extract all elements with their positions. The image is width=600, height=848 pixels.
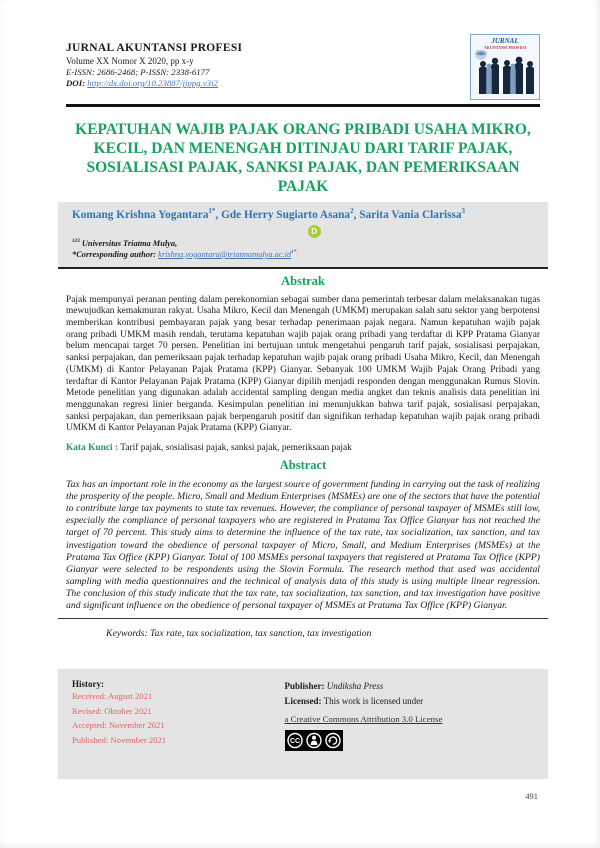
history-revised: Revised: Oktober 2021 xyxy=(72,705,152,716)
publisher-column xyxy=(285,679,534,765)
orcid-row xyxy=(72,221,534,237)
volume-line: Volume XX Nomor X 2020, pp x-y xyxy=(66,56,194,66)
authors-block xyxy=(58,202,548,267)
page-header xyxy=(66,34,540,100)
author-1: Komang Krishna Yogantara$^{1*}$, xyxy=(72,207,222,221)
author-2: Gde Herry Sugiarto Asana$^2$, xyxy=(221,207,360,221)
cc-by-sa-badge-icon[interactable] xyxy=(285,730,534,756)
license-link[interactable]: a Creative Commons Attribution 3.0 License xyxy=(284,714,443,725)
licensed-label: Licensed: xyxy=(284,696,322,707)
publisher-line xyxy=(285,679,534,694)
abstract-divider xyxy=(58,618,548,619)
corresponding-email-link[interactable]: krishna.yogantara@triatmamulya.ac.id xyxy=(158,250,292,259)
licensed-line xyxy=(285,694,534,709)
orcid-icon[interactable]: D xyxy=(308,225,321,238)
header-divider xyxy=(66,104,540,107)
history-column xyxy=(72,679,285,765)
kata-kunci-text: Tarif pajak, sosialisasi pajak, sanksi pajak, pemeriksaan pajak xyxy=(120,443,352,454)
publisher-name: Undiksha Press xyxy=(326,681,384,692)
corresponding-superscript: 1* xyxy=(291,249,297,256)
journal-logo-title: JURNAL xyxy=(491,37,519,45)
people-silhouettes-icon xyxy=(473,50,537,96)
corresponding-label: *Corresponding author: xyxy=(72,250,157,259)
affiliation-superscript: 123 xyxy=(72,238,80,245)
article-meta-box xyxy=(58,669,548,779)
doi-label: DOI: xyxy=(66,78,86,88)
journal-info xyxy=(66,34,242,88)
kata-kunci-label: Kata Kunci : xyxy=(66,443,119,454)
journal-name: JURNAL AKUNTANSI PROFESI xyxy=(66,42,243,54)
journal-logo-subtitle: AKUNTANSI PROFESI xyxy=(483,45,527,50)
abstract-heading: Abstract xyxy=(279,458,327,473)
page-number: 491 xyxy=(525,791,538,801)
article-title: KEPATUHAN WAJIB PAJAK ORANG PRIBADI USAHA MIKRO, KECIL, DAN MENENGAH DITINJAU DARI TARIF PAJAK, SOSIALISASI PAJAK, SANKSI PAJAK, DAN PEMERIKSAAN PAJAK xyxy=(75,121,531,195)
doi-line xyxy=(66,78,242,88)
issn-line: E-ISSN: 2686-2468; P-ISSN: 2338-6177 xyxy=(66,67,210,77)
svg-text:CC: CC xyxy=(289,738,300,746)
history-accepted: Accepted: November 2021 xyxy=(72,720,165,731)
history-label: History: xyxy=(72,679,104,690)
licensed-text: This work is licensed under xyxy=(323,696,424,707)
doi-link[interactable]: http://dx.doi.org/10.23887/jippg.v3i2 xyxy=(87,78,218,88)
abstrak-body: Pajak mempunyai peranan penting dalam perekonomian sebagai sumber dana pemerintah terbesar dalam melaksanakan tugas mewujudkan kemakmuran rakyat. Usaha Mikro, Kecil dan Menengah (UMKM) merupakan salah satu sektor yang berpotensi memberikan kontribusi pembayaran pajak yang besar terhadap penerimaan pajak negara. Namun kepatuhan wajib pajak orang pribadi UMKM masih rendah, terutama kepatuhan wajib pajak orang pribadi yang terdaftar di KPP Pratama Gianyar belum mencapai target 70 persen. Penelitian ini bertujuan untuk mengetahui pengaruh tarif pajak, sosialisasi perpajakan, sanksi perpajakan, dan pemeriksaan pajak terhadap kepatuhan wajib pajak orang pribadi Usaha Mikro, Kecil, dan Menengah (UMKM) di Kantor Pelayanan Pajak Pratama (KPP) Gianyar. Sebanyak 100 UMKM Wajib Pajak Orang Pribadi yang terdaftar di Kantor Pelayanan Pajak Pratama (KPP) Gianyar dipilih menjadi responden dengan menggunakan Rumus Slovin. Metode penelitian yang digunakan adalah accidental sampling dengan media angket dan teknis analisis data penelitian ini menggunakan regresi linier berganda. Kesimpulan penelitian ini menunjukkan bahwa tarif pajak, sosialisasi perpajakan, sanksi perpajakan, dan pemeriksaan pajak berpengaruh positif dan signifikan terhadap kepatuhan wajib pajak orang pribadi UMKM di Kantor Pelayanan Pajak Pratama (KPP) Gianyar. xyxy=(66,294,540,434)
history-received: Received: August 2021 xyxy=(72,691,153,702)
abstrak-heading: Abstrak xyxy=(281,273,325,288)
corresponding-line xyxy=(72,250,534,259)
author-3: Sarita Vania Clarissa$^3$ xyxy=(359,207,466,221)
journal-logo xyxy=(470,34,540,100)
authors-divider xyxy=(58,267,548,269)
history-published: Published: November 2021 xyxy=(72,734,167,745)
author-names xyxy=(72,209,534,221)
keywords-line: Keywords: Tax rate, tax socialization, tax sanction, tax investigation xyxy=(106,628,372,640)
affiliation-name: Universitas Triatma Mulya, xyxy=(81,239,178,248)
publisher-label: Publisher: xyxy=(284,681,325,692)
affiliation-line xyxy=(72,239,534,248)
abstract-body: Tax has an important role in the economy as the largest source of government funding in carrying out the task of realizing the prosperity of the people. Micro, Small and Medium Enterprises (MSMEs) are one of the sectors that have the potential to contribute large tax payments to state tax revenues. However, the compliance of personal taxpayer of MSMEs still low, especially the compliance of personal taxpayers who are registered in Pratama Tax Office Gianyar has not reached the target of 70 percent. This study aims to determine the influence of the tax rate, tax socialization, tax sanction, and tax investigation toward the obedience of personal taxpayer of Micro, Small, and Medium Enterprises (MSMEs) at the Pratama Tax Office (KPP) Gianyar. Total of 100 MSMEs personal taxpayers that registered at Pratama Tax Office (KPP) Gianyar were selected to be respondents using the Slovin Formula. The research method that used was accidental sampling with media questionnaires and the technical of analysis data of this study is using multiple linear regression. The conclusion of this study indicate that the tax rate, tax socialization, tax sanction, and tax investigation have positive and significant influence on the obedience of personal taxpayer of MSMEs at Pratama Tax Office (KPP) Gianyar. xyxy=(66,479,540,611)
kata-kunci-line xyxy=(66,443,540,453)
